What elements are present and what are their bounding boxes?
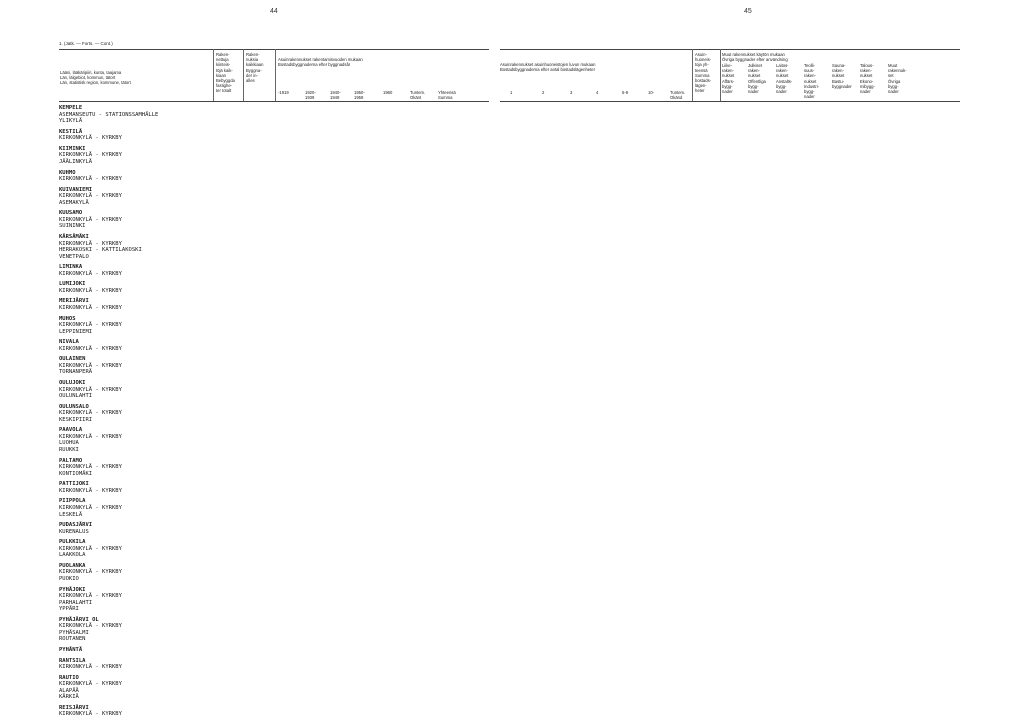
col-divider — [275, 49, 276, 101]
municipality-name: RANTSILA — [59, 657, 86, 664]
other-header-6: Talous- raken- nukset Ekono- mibygg- nader — [860, 63, 875, 95]
locality-name: YPPÄRI — [59, 606, 79, 613]
locality-name: RUUKKI — [59, 447, 79, 453]
locality-name: PARHALAHTI — [59, 599, 93, 606]
top-rule-right — [500, 49, 960, 50]
municipality-name: OULUJOKI — [59, 379, 86, 386]
locality-name: KÄRKIÄ — [59, 694, 79, 701]
municipality-name: PIIPPOLA — [59, 498, 86, 505]
other-header-7: Muut rakennuk- set Övriga bygg- nader — [888, 63, 907, 95]
municipality-name: KIIMINKI — [59, 145, 86, 152]
year-header-2: 1920- 1939 — [305, 90, 316, 101]
locality-name: ROUTANEN — [59, 636, 86, 643]
municipality-name: KUUSAMO — [59, 210, 83, 217]
locality-name: KIRKONKYLÄ - KYRKBY — [59, 504, 122, 511]
locality-name: KIRKONKYLÄ - KYRKBY — [59, 345, 122, 352]
page-number-left: 44 — [270, 8, 278, 15]
table-caption: 1. (Jatk. — Forts. — Cont.) — [59, 41, 113, 46]
col-divider — [692, 49, 693, 101]
other-header-2: Julkiset raken- nukset Offentliga bygg- nader — [748, 63, 766, 95]
locality-name: LESKELÄ — [59, 511, 83, 518]
header-rule-right — [500, 101, 960, 102]
stub-header: Lääni, lääkäripiiri, kunta, taajama Län, lälgebiot, kommun, tätort Län, statistisk region, kommune, tätort — [60, 70, 131, 86]
count-header-6: 10- — [648, 90, 655, 95]
municipality-name: OULAINEN — [59, 356, 86, 363]
locality-name: KIRKONKYLÄ - KYRKBY — [59, 681, 122, 688]
locality-name: KIRKONKYLÄ - KYRKBY — [59, 362, 122, 369]
col-divider — [720, 49, 721, 101]
municipality-name: PAAVOLA — [59, 427, 83, 434]
other-header-5: Sauna- raken- nukset Bastu- byggnader — [832, 63, 852, 89]
municipality-name: PYHÄNTÄ — [59, 647, 83, 653]
col-header-group-other: Muut rakennukset käytön mukaan Övriga byggnader efter användning — [722, 52, 788, 63]
locality-name: ASEMANSEUTU - STATIONSSAMHÄLLE — [59, 111, 159, 118]
locality-name: JÄÄLINKYLÄ — [59, 158, 93, 165]
locality-name: KIRKONKYLÄ - KYRKBY — [59, 593, 122, 599]
locality-name: KURENALUS — [59, 528, 89, 535]
locality-name: KIRKONKYLÄ - KYRKBY — [59, 464, 122, 471]
locality-name: KIRKONKYLÄ - KYRKBY — [59, 545, 122, 552]
municipality-name: KESTILÄ — [59, 128, 83, 135]
municipality-name: PALTAMO — [59, 457, 83, 464]
count-header-7: Tuntem. Okänd — [670, 90, 686, 101]
municipality-name: NIVALA — [59, 339, 79, 346]
locality-name: YLIKYLÄ — [59, 118, 83, 125]
locality-name: KIRKONKYLÄ - KYRKBY — [59, 410, 122, 417]
col-header-properties: Raken- nettuja kiinteis- töjä kaik- kiaan Bebyggda fastighe- ter totalt — [216, 52, 235, 94]
page-number-right: 45 — [744, 8, 752, 15]
header-rule-left — [59, 101, 489, 102]
locality-name: PYHÄSALMI — [59, 629, 89, 636]
locality-name: LUOHUA — [59, 440, 79, 447]
municipality-name: OULUNSALO — [59, 403, 89, 410]
col-header-dwellings-total: Asuin- huoneis- toja yh- teensä Summa bostads- lägen- heter — [695, 52, 712, 94]
locality-name: KIRKONKYLÄ - KYRKBY — [59, 176, 122, 182]
other-header-4: Teolli- suus- raken- nukset Industri- bygg- nader — [804, 63, 820, 100]
municipality-name: KUIVANIEMI — [59, 186, 93, 193]
locality-name: KIRKONKYLÄ - KYRKBY — [59, 664, 122, 671]
municipality-name: PUDASJÄRVI — [59, 522, 93, 528]
municipality-name: PATTIJOKI — [59, 481, 89, 488]
locality-name: KIRKONKYLÄ - KYRKBY — [59, 270, 122, 277]
locality-name: KIRKONKYLÄ - KYRKBY — [59, 152, 122, 159]
municipality-name: MUHOS — [59, 315, 76, 322]
locality-name: KESKIPIIRI — [59, 416, 93, 423]
municipality-name: PULKKILA — [59, 539, 86, 546]
count-header-1: 1 — [510, 90, 513, 95]
locality-name: TORNANPERÄ — [59, 369, 93, 376]
locality-name: PUOKIO — [59, 575, 79, 582]
locality-name: KIRKONKYLÄ - KYRKBY — [59, 322, 122, 328]
locality-name: ASEMAKYLÄ — [59, 199, 89, 206]
count-header-5: 5-9 — [622, 90, 629, 95]
locality-name: KIRKONKYLÄ - KYRKBY — [59, 386, 122, 393]
locality-name: KIRKONKYLÄ - KYRKBY — [59, 240, 122, 247]
locality-name: LAAKKOLA — [59, 552, 86, 559]
year-header-1: -1919 — [278, 90, 289, 95]
municipality-name: KUHMO — [59, 169, 76, 176]
locality-name: KIRKONKYLÄ - KYRKBY — [59, 569, 122, 576]
locality-name: KONTIOMÄKI — [59, 470, 93, 477]
col-divider — [213, 49, 214, 101]
locality-name: OULUNLAHTI — [59, 393, 93, 400]
locality-name: SUININKI — [59, 223, 86, 230]
locality-name: HERRAKOSKI - KATTILAKOSKI — [59, 247, 142, 254]
locality-name: KIRKONKYLÄ - KYRKBY — [59, 711, 122, 718]
year-header-3: 1940- 1949 — [330, 90, 341, 101]
locality-name: KIRKONKYLÄ - KYRKBY — [59, 193, 122, 200]
municipality-name: REISJÄRVI — [59, 704, 89, 711]
locality-name: KIRKONKYLÄ - KYRKBY — [59, 304, 122, 311]
col-header-group-dwellings: Asuinrakennukset asuinhuoneistojen luvun mukaan Bostadsbyggnaderna efter antal bostadslägenheter — [500, 62, 596, 73]
locality-name: KIRKONKYLÄ - KYRKBY — [59, 135, 122, 142]
municipality-name: RAUTIO — [59, 674, 79, 681]
municipality-name: KEMPELE — [59, 105, 83, 111]
municipality-name: MERIJÄRVI — [59, 298, 89, 305]
year-header-4: 1950- 1959 — [354, 90, 365, 101]
locality-name: KIRKONKYLÄ - KYRKBY — [59, 433, 122, 440]
municipality-name: PYHÄJOKI — [59, 586, 86, 593]
year-header-6: Tuntem. Okänt — [410, 90, 426, 101]
locality-name: KIRKONKYLÄ - KYRKBY — [59, 287, 122, 294]
year-header-7: Yhteensä Summa — [438, 90, 456, 101]
top-rule-left — [59, 49, 489, 50]
year-header-5: 1960 — [383, 90, 393, 95]
locality-name: LEPPINIEMI — [59, 328, 93, 335]
other-header-3: Laitos- raken- nukset Anstalts- bygg- nader — [776, 63, 793, 95]
municipality-name: LUMIJOKI — [59, 281, 86, 288]
count-header-4: 4 — [596, 90, 599, 95]
municipality-name: LIMINKA — [59, 264, 83, 271]
col-header-buildings: Raken- nuksia kaikkiaan Byggna- der in- alles — [246, 52, 264, 84]
col-divider — [243, 49, 244, 101]
municipality-name: PYHÄJÄRVI OL — [59, 616, 99, 623]
locality-name: KIRKONKYLÄ - KYRKBY — [59, 623, 122, 630]
locality-name: ALAPÄÄ — [59, 687, 79, 694]
count-header-3: 3 — [570, 90, 573, 95]
col-header-group-year: Asuinrakennukset rakentamisvuoden mukaan Bostadsbyggnaderna efter byggnadsår — [278, 57, 363, 68]
other-header-1: Liike- raken- nukset Affärs- bygg- nader — [722, 63, 735, 95]
municipality-name: KÄRSÄMÄKI — [59, 233, 89, 240]
count-header-2: 2 — [542, 90, 545, 95]
locality-name: KIRKONKYLÄ - KYRKBY — [59, 216, 122, 223]
locality-name: KIRKONKYLÄ - KYRKBY — [59, 487, 122, 494]
locality-name: VENETPALO — [59, 253, 89, 260]
municipality-name: PUOLANKA — [59, 562, 86, 569]
